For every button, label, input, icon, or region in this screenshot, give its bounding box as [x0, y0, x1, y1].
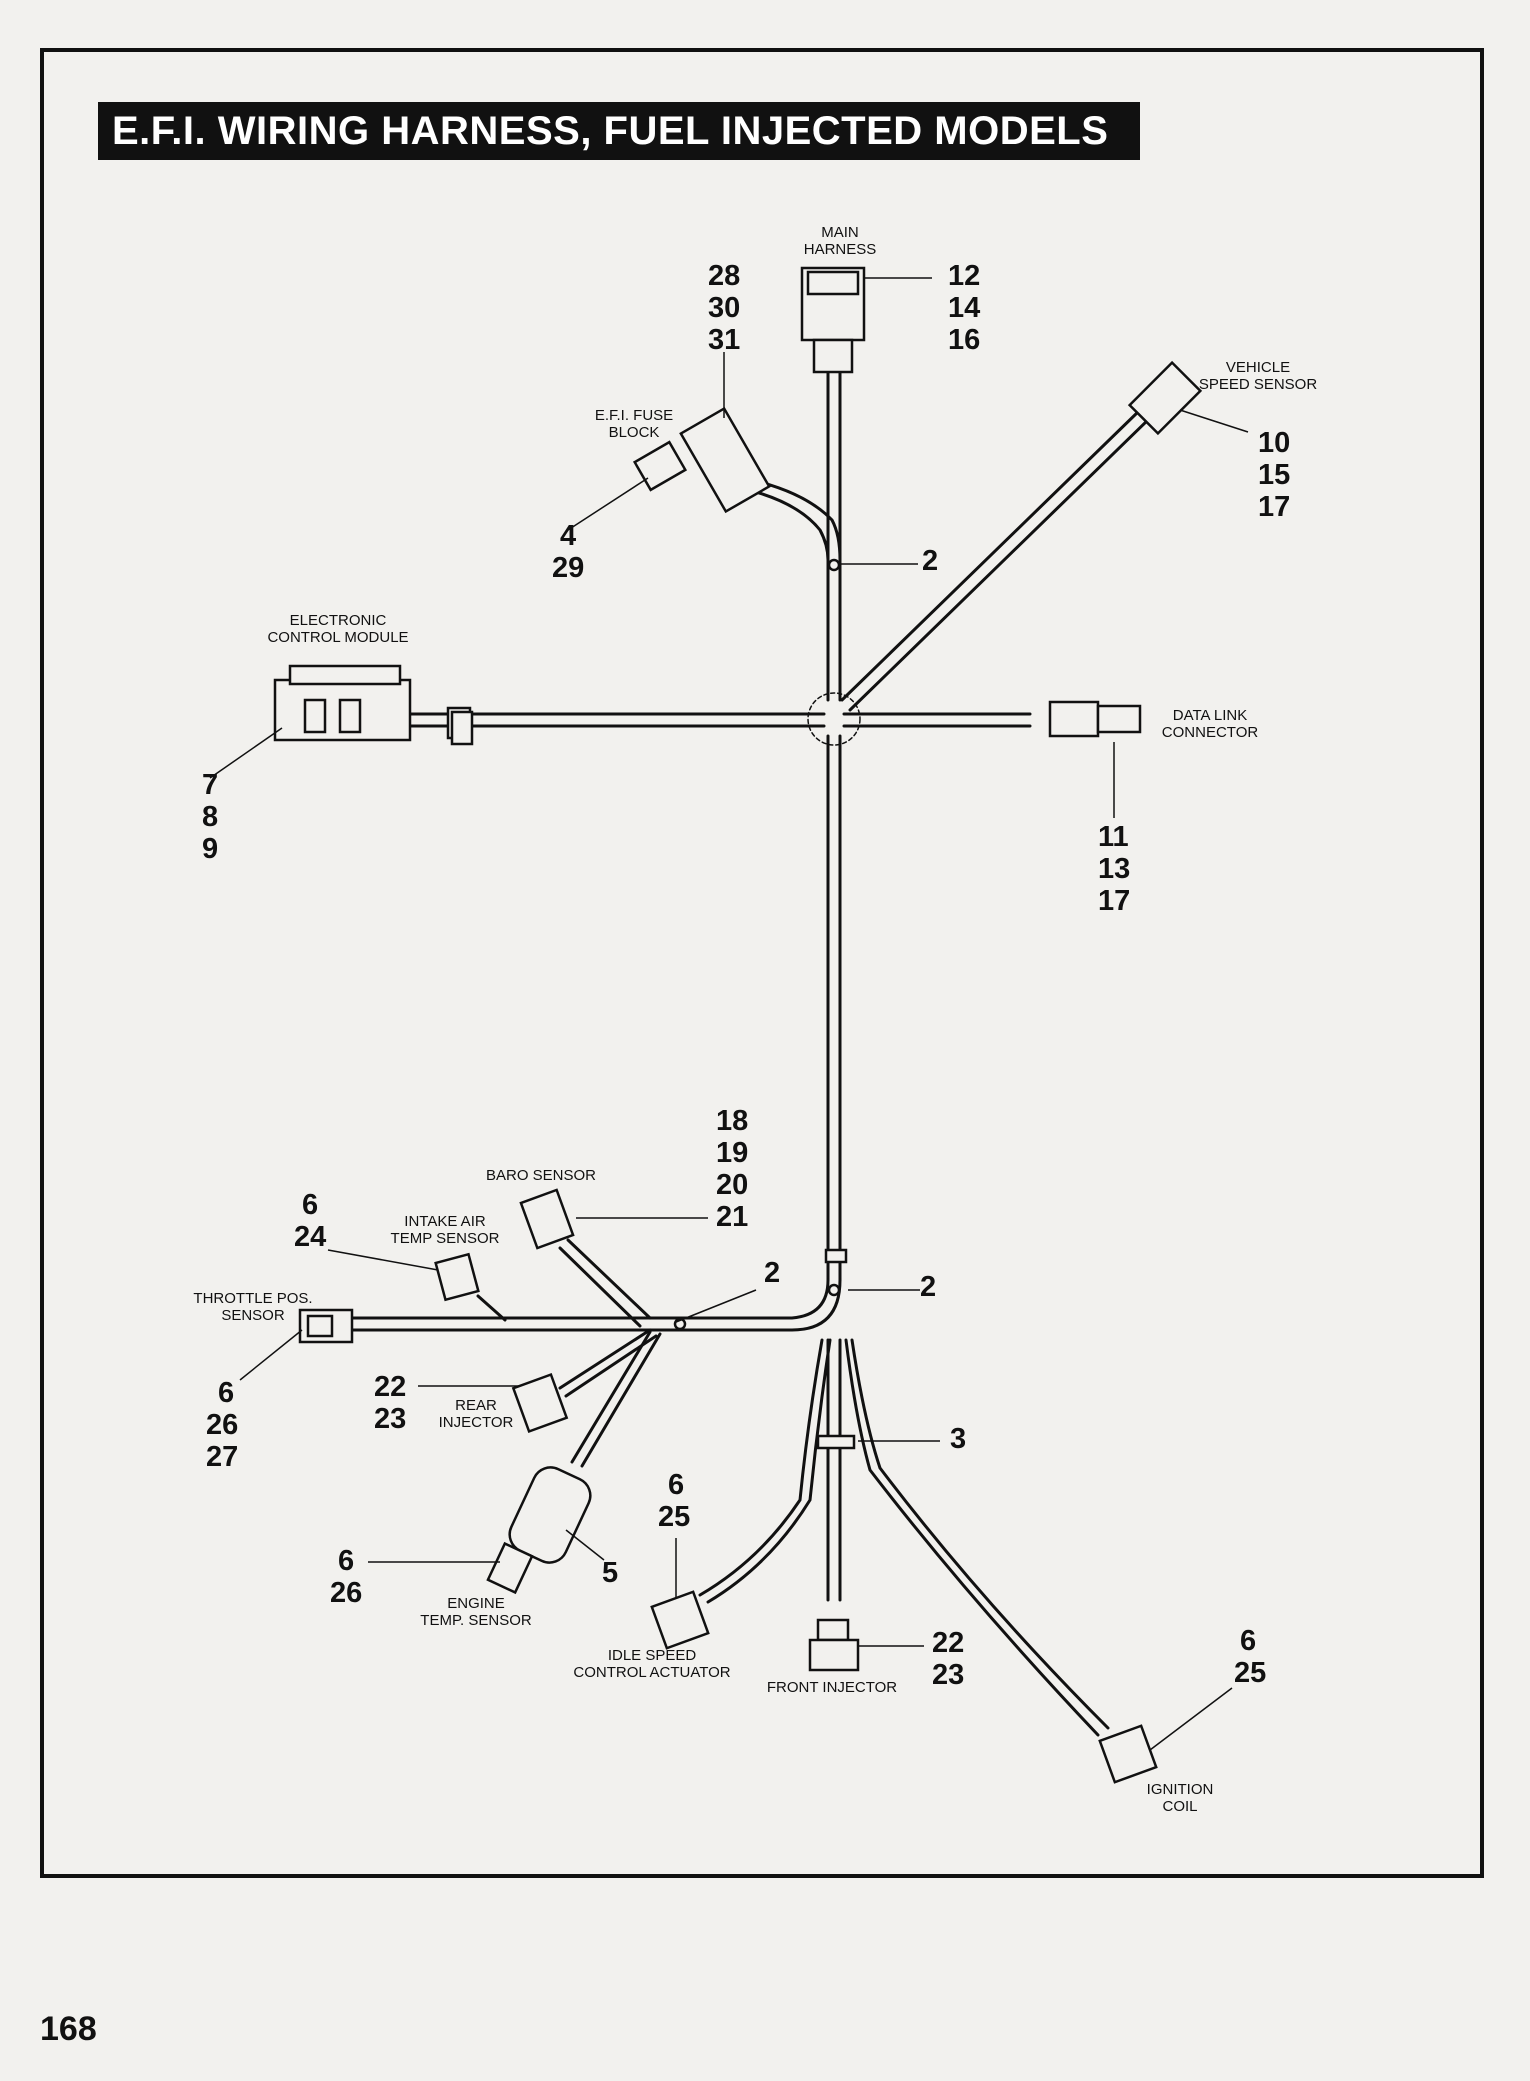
fuse-block-label-1: E.F.I. FUSE — [594, 407, 674, 424]
callout-clip-left: 2 — [764, 1257, 781, 1289]
callout-intake-2: 24 — [294, 1221, 327, 1253]
callout-baro-2: 19 — [716, 1137, 749, 1169]
callout-speed-sensor-1: 10 — [1258, 427, 1291, 459]
page-number: 168 — [40, 2010, 97, 2048]
speed-sensor-label-1: VEHICLE — [1225, 359, 1291, 376]
front-injector-branch — [828, 1340, 840, 1600]
ignition-coil-connector — [1100, 1726, 1156, 1782]
callout-baro-3: 20 — [716, 1169, 749, 1201]
callout-front-injector-2: 23 — [932, 1659, 965, 1691]
speed-sensor-branch — [842, 410, 1150, 710]
callout-throttle-1: 6 — [218, 1377, 235, 1409]
callout-baro-1: 18 — [716, 1105, 749, 1137]
callout-main-harness-3: 16 — [948, 324, 981, 356]
callout-fuse-top-1: 28 — [708, 260, 741, 292]
baro-branch — [560, 1240, 650, 1326]
callout-throttle-2: 26 — [206, 1409, 239, 1441]
callout-fuse-bottom-1: 4 — [560, 520, 577, 552]
callout-intake-1: 6 — [302, 1189, 319, 1221]
callout-fuse-top-3: 31 — [708, 324, 741, 356]
callout-ecm-3: 9 — [202, 833, 219, 865]
callout-fuse-top-2: 30 — [708, 292, 741, 324]
main-harness-label-1: MAIN — [821, 224, 859, 241]
data-link-connector-shape — [1050, 702, 1140, 736]
ignition-coil-label-1: IGNITION — [1146, 1781, 1214, 1798]
callout-idle-2: 25 — [658, 1501, 691, 1533]
callout-coil-1: 6 — [1240, 1625, 1257, 1657]
callout-rear-injector-2: 23 — [374, 1403, 407, 1435]
callout-data-link-1: 11 — [1098, 821, 1129, 853]
callout-speed-sensor-3: 17 — [1258, 491, 1291, 523]
intake-branch — [478, 1296, 505, 1320]
throttle-branch — [352, 1318, 650, 1330]
idle-branch — [700, 1340, 830, 1602]
page-title: E.F.I. WIRING HARNESS, FUEL INJECTED MODELS — [98, 102, 1140, 160]
rear-injector-connector — [513, 1375, 566, 1432]
engine-temp-label-2: TEMP. SENSOR — [420, 1612, 532, 1629]
callout-coil-2: 25 — [1234, 1657, 1267, 1689]
callout-data-link-2: 13 — [1098, 853, 1131, 885]
baro-sensor-label: BARO SENSOR — [485, 1167, 597, 1184]
intake-air-label-2: TEMP SENSOR — [390, 1230, 500, 1247]
speed-sensor-label-2: SPEED SENSOR — [1198, 376, 1318, 393]
throttle-label-2: SENSOR — [221, 1307, 285, 1324]
front-injector-label: FRONT INJECTOR — [766, 1679, 898, 1696]
data-link-label-1: DATA LINK — [1172, 707, 1248, 724]
engine-temp-label-1: ENGINE — [447, 1595, 505, 1612]
callout-front-injector-1: 22 — [932, 1627, 965, 1659]
callout-clip-right: 2 — [920, 1271, 937, 1303]
data-link-label-2: CONNECTOR — [1161, 724, 1259, 741]
idle-speed-label-1: IDLE SPEED — [607, 1647, 697, 1664]
intake-air-sensor-connector — [436, 1254, 479, 1300]
throttle-label-1: THROTTLE POS. — [193, 1290, 313, 1307]
callout-ecm-2: 8 — [202, 801, 219, 833]
main-harness-label-2: HARNESS — [803, 241, 877, 258]
callout-strap: 3 — [950, 1423, 967, 1455]
ecm-component — [275, 666, 470, 740]
callout-data-link-3: 17 — [1098, 885, 1131, 917]
ecm-label-1: ELECTRONIC — [289, 612, 387, 629]
callout-throttle-3: 27 — [206, 1441, 239, 1473]
baro-sensor-connector — [521, 1190, 573, 1248]
callout-fuse-bottom-2: 29 — [552, 552, 585, 584]
ecm-label-2: CONTROL MODULE — [267, 629, 409, 646]
idle-speed-label-2: CONTROL ACTUATOR — [573, 1664, 731, 1681]
harness-trunk — [828, 372, 840, 1280]
rear-injector-label-1: REAR — [455, 1397, 497, 1414]
callout-speed-sensor-2: 15 — [1258, 459, 1291, 491]
callout-main-harness-2: 14 — [948, 292, 981, 324]
front-injector-connector — [810, 1620, 858, 1670]
callout-ecm-1: 7 — [202, 769, 219, 801]
speed-sensor-connector — [1130, 363, 1201, 434]
intake-air-label-1: INTAKE AIR — [404, 1213, 486, 1230]
ignition-coil-label-2: COIL — [1162, 1798, 1198, 1815]
callout-idle-1: 6 — [668, 1469, 685, 1501]
fuse-block-label-2: BLOCK — [608, 424, 660, 441]
callout-engine-temp-1: 6 — [338, 1545, 355, 1577]
callout-rear-injector-1: 22 — [374, 1371, 407, 1403]
harness-clips — [452, 560, 854, 1448]
coil-branch — [846, 1340, 1108, 1735]
throttle-sensor-connector — [300, 1310, 352, 1342]
callout-main-harness-1: 12 — [948, 260, 981, 292]
idle-speed-connector — [652, 1592, 708, 1648]
callout-baro-4: 21 — [716, 1201, 749, 1233]
harness-junction — [808, 693, 860, 745]
engine-temp-sleeve — [488, 1462, 596, 1593]
callout-sleeve: 5 — [602, 1557, 619, 1589]
callout-engine-temp-2: 26 — [330, 1577, 363, 1609]
main-harness-connector — [802, 268, 864, 372]
data-link-branch — [844, 714, 1030, 726]
rear-injector-label-2: INJECTOR — [438, 1414, 514, 1431]
callout-clip-upper: 2 — [922, 545, 939, 577]
